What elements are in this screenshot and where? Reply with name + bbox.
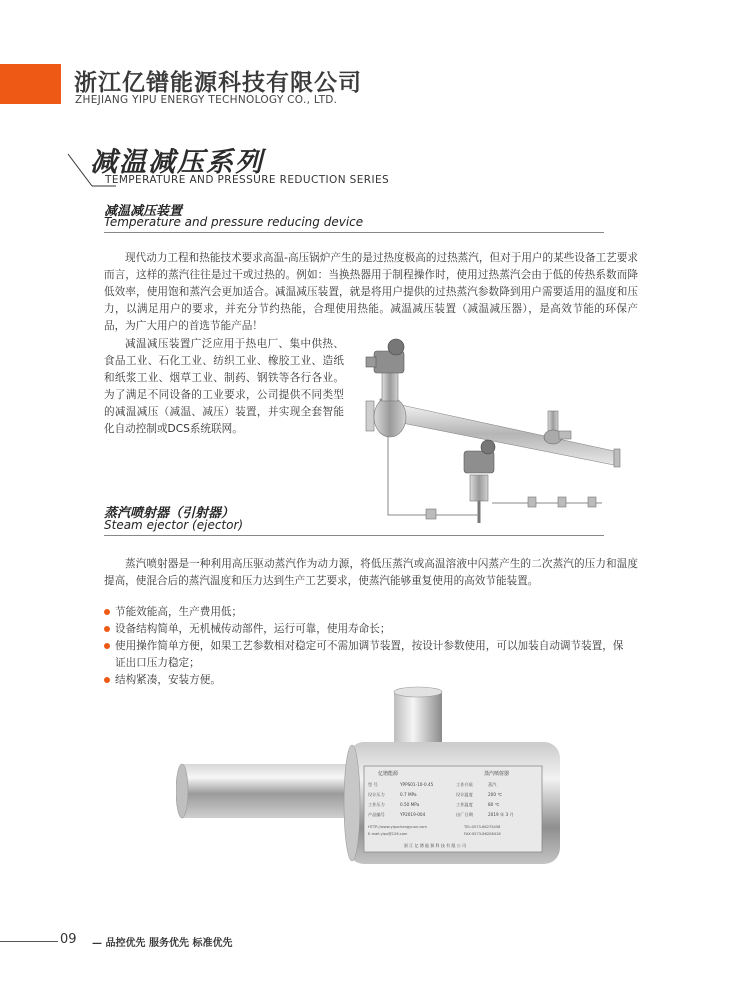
nameplate-label: 出厂日期	[456, 812, 473, 817]
nameplate-brand: 亿镨能源	[378, 771, 399, 777]
list-item	[104, 621, 634, 638]
nameplate-label: 设计压力	[368, 792, 385, 797]
series-title-cn: 减温减压系列	[90, 147, 264, 178]
section2-title-cn: 蒸汽喷射器（引射器）	[104, 506, 235, 521]
section2-paragraph1: 蒸汽喷射器是一种利用高压驱动蒸汽作为动力源，将低压蒸汽或高温溶液中闪蒸产生的二次蒸汽的压力和温度提高，使混合后的蒸汽温度和压力达到生产工艺要求，使蒸汽能够重复使用的高效节能装置。	[104, 558, 638, 587]
section1-title-cn: 减温减压装置	[104, 204, 183, 219]
bullet-dot-icon	[104, 609, 110, 615]
section1-title-en: Temperature and pressure reducing device	[104, 215, 364, 229]
nameplate-label: 型 号	[368, 782, 378, 787]
nameplate-label: 工作介质	[456, 782, 473, 787]
nameplate-fax: FAX:0573-86208418	[464, 832, 501, 836]
bullet-dot-icon	[104, 643, 110, 649]
nameplate-tel: TEL:0573-86275458	[464, 825, 501, 829]
page-number: 09	[60, 932, 77, 947]
feature-text: 节能效能高，生产费用低；	[115, 606, 243, 618]
steam-ejector-photo	[176, 686, 560, 870]
nameplate-product: 蒸汽喷射器	[484, 771, 510, 777]
series-title-en: TEMPERATURE AND PRESSURE REDUCTION SERIES	[105, 174, 390, 186]
section1-paragraph1: 现代动力工程和热能技术要求高温-高压锅炉产生的是过热度极高的过热蒸汽，但对于用户的某些设备工艺要求而言，这样的蒸汽往往是过干或过热的。例如：当换热器用于制程操作时，使用过热蒸汽会由于低的传热系数而降低效率，使用饱和蒸汽会更加适合。减温减压装置，就是将用户提供的过热蒸汽参数降到用户需要适用的温度和压力，以满足用户的要求，并充分节约热能，合理使用热能。减温减压装置（减温减压器），是高效节能的环保产品，为广大用户的首选节能产品！	[104, 252, 638, 332]
section1-divider	[104, 232, 604, 233]
company-name-cn: 浙江亿镨能源科技有限公司	[74, 70, 362, 96]
nameplate-value: YPPS01-10-0.45	[400, 782, 434, 787]
footer-divider	[0, 941, 58, 942]
nameplate-http: HTTP://www.yipuchengyuan.com	[368, 825, 427, 829]
brand-color-bar	[0, 64, 61, 104]
section2-title-en: Steam ejector (ejector)	[104, 518, 244, 532]
nameplate-label: 工作压力	[368, 802, 385, 807]
feature-text: 结构紧凑，安装方便。	[115, 674, 221, 686]
list-item	[104, 638, 634, 672]
feature-text: 设备结构简单，无机械传动部件，运行可靠，使用寿命长；	[115, 623, 391, 635]
section1-paragraph2: 减温减压装置广泛应用于热电厂、集中供热、食品工业、石化工业、纺织工业、橡胶工业、造纸和纸浆工业、烟草工业、制药、钢铁等各行各业。为了满足不同设备的工业要求，公司提供不同类型的减温减压（减温、减压）装置，并实现全套智能化自动控制或DCS系统联网。	[104, 338, 344, 435]
nameplate	[364, 766, 542, 852]
nameplate-value: 0.50 MPa	[400, 802, 420, 807]
nameplate-value: 2019 年 3 月	[488, 812, 514, 817]
footer-slogan: — 品控优先 服务优先 标准优先	[92, 938, 233, 949]
features-list	[104, 604, 634, 689]
list-item	[104, 604, 634, 621]
nameplate-value: 蒸汽	[488, 782, 497, 787]
nameplate-email: E-mail:yipu@126.com	[368, 832, 408, 836]
nameplate-value: YP2019-004	[400, 812, 426, 817]
feature-text: 使用操作简单方便，如果工艺参数相对稳定可不需加调节装置，按设计参数使用，可以加装自动调节装置，保证出口压力稳定；	[115, 640, 624, 669]
company-name-en: ZHEJIANG YIPU ENERGY TECHNOLOGY CO., LTD.	[75, 94, 338, 106]
nameplate-label: 设计温度	[456, 792, 473, 797]
nameplate-label: 产品编号	[368, 812, 385, 817]
nameplate-value: 80 ℃	[488, 802, 500, 807]
nameplate-label: 工作温度	[456, 802, 473, 807]
nameplate-value: 0.7 MPa	[400, 792, 417, 797]
section2-divider	[104, 535, 604, 536]
nameplate-footer: 浙 江 亿 镨 能 源 科 技 有 限 公 司	[404, 843, 466, 848]
bullet-dot-icon	[104, 626, 110, 632]
bullet-dot-icon	[104, 677, 110, 683]
nameplate-value: 200 ℃	[488, 792, 503, 797]
desuperheater-diagram	[352, 333, 632, 533]
